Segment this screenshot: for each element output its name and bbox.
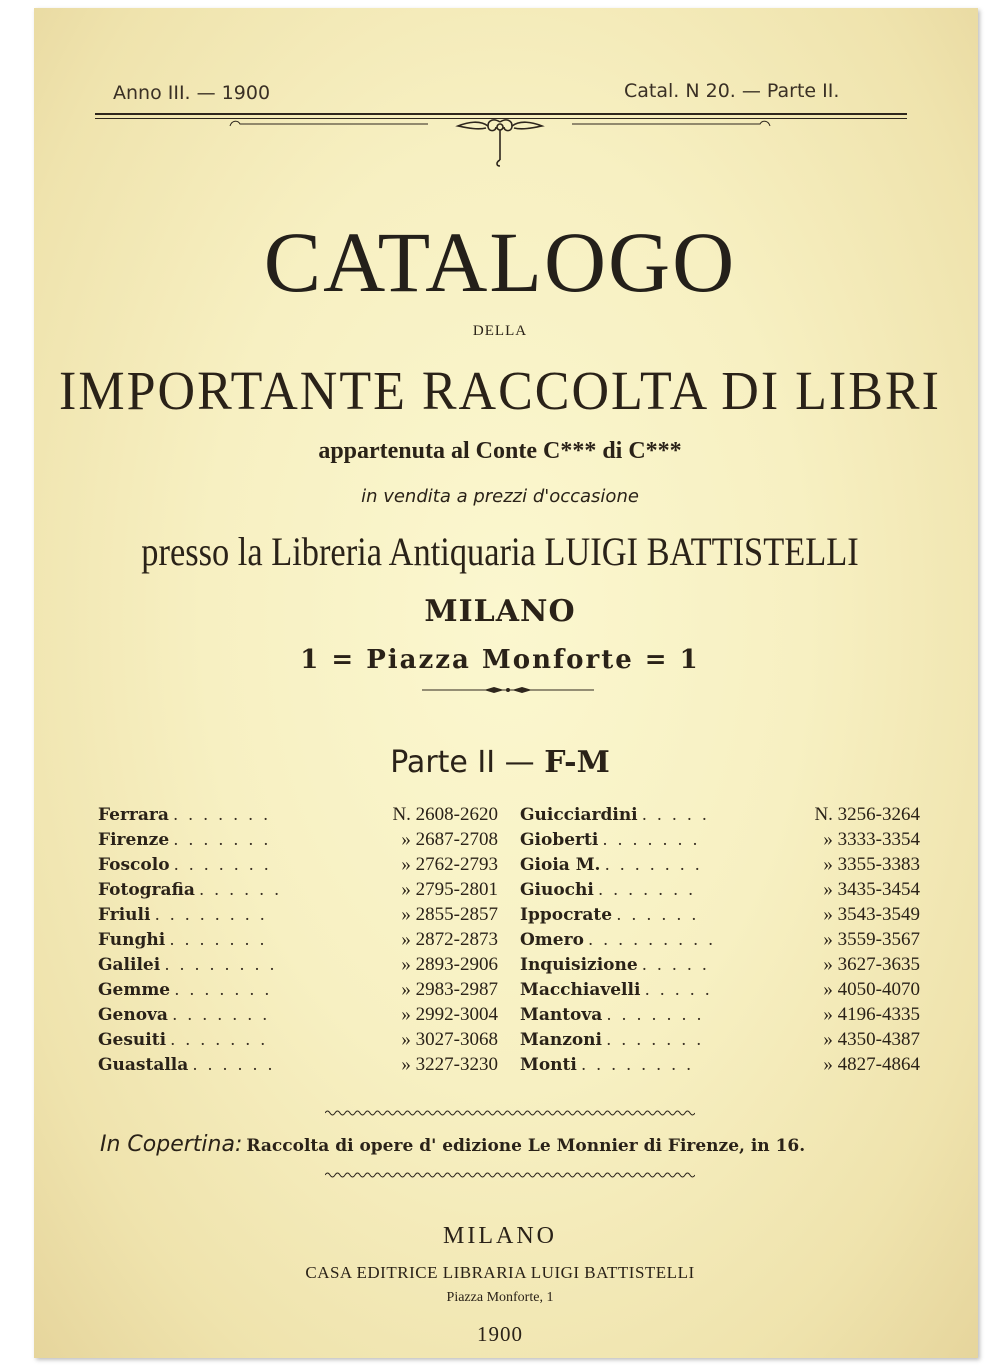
footer-address: Piazza Monforte, 1 <box>446 1290 554 1305</box>
index-entry-range: » 2992-3004 <box>401 1004 498 1025</box>
index-entry <box>520 877 920 902</box>
index-entry-dots: . . . . . . . <box>173 829 272 849</box>
index-entry-range: » 4827-4864 <box>823 1054 920 1075</box>
index-entry-name: Gioberti <box>520 830 599 850</box>
index-entry <box>520 1052 920 1077</box>
index-entry-dots: . . . . . . <box>199 879 282 899</box>
wavy-divider-top <box>325 1108 695 1118</box>
index-entry-dots: . . . . . . . . <box>164 954 278 974</box>
index-entry-name: Guicciardini <box>520 805 638 825</box>
divider-ornament <box>422 686 594 694</box>
index-entry-range: » 3227-3230 <box>401 1054 498 1075</box>
index-entry-dots: . . . . . . . <box>170 1029 269 1049</box>
index-entry-dots: . . . . . . . <box>606 1029 705 1049</box>
index-entry-range: » 4050-4070 <box>823 979 920 1000</box>
footer-year: 1900 <box>477 1322 523 1346</box>
index-entry-dots: . . . . . . . . <box>581 1054 694 1074</box>
index-entry <box>98 1052 498 1077</box>
header-year: Anno III. — 1900 <box>113 82 271 104</box>
index-entry-range: » 3627-3635 <box>823 954 920 975</box>
index-entry-name: Funghi <box>98 930 166 950</box>
index-entry-dots: . . . . . . . <box>169 929 268 949</box>
index-entry-range: » 2983-2987 <box>401 979 498 1000</box>
index-entry-name: Manzoni <box>520 1030 603 1050</box>
index-entry-name: Ferrara <box>98 805 169 825</box>
footer-publisher: CASA EDITRICE LIBRARIA LUIGI BATTISTELLI <box>305 1263 695 1282</box>
bookshop-line: presso la Libreria Antiquaria LUIGI BATTISTELLI <box>141 529 859 574</box>
index-entry <box>98 952 498 977</box>
index-entry <box>520 927 920 952</box>
index-entry-range: » 2687-2708 <box>401 829 498 850</box>
index-entry-range: » 2762-2793 <box>401 854 498 875</box>
index-entry-range: » 3543-3549 <box>823 904 920 925</box>
index-right-column <box>520 802 920 1077</box>
index-entry-name: Gioia M. <box>520 855 601 875</box>
index-entry-dots: . . . . . . . <box>174 854 272 874</box>
catalog-title: CATALOGO <box>263 214 737 310</box>
index-entry-name: Gemme <box>98 980 171 1000</box>
index-entry-range: » 2855-2857 <box>401 904 498 925</box>
header-flourish <box>228 118 772 130</box>
index-entry-dots: . . . . . . . <box>606 1004 705 1024</box>
index-entry-dots: . . . . . . <box>192 1054 276 1074</box>
index-entry-range: » 3355-3383 <box>823 854 920 875</box>
index-entry-name: Foscolo <box>98 855 170 875</box>
index-entry-name: Ippocrate <box>520 905 613 925</box>
index-entry-range: » 4196-4335 <box>823 1004 920 1025</box>
index-entry-name: Mantova <box>520 1005 603 1025</box>
index-entry-dots: . . . . . . . <box>174 979 273 999</box>
part-heading <box>0 745 1000 780</box>
collection-title: IMPORTANTE RACCOLTA DI LIBRI <box>59 361 941 422</box>
part-letters: F-M <box>544 745 610 780</box>
index-entry-range: N. 2608-2620 <box>392 804 498 825</box>
index-entry-range: » 2795-2801 <box>401 879 498 900</box>
header-rule <box>95 113 907 115</box>
index-entry <box>520 977 920 1002</box>
index-entry-name: Firenze <box>98 830 170 850</box>
index-entry-name: Genova <box>98 1005 168 1025</box>
cover-label: In Copertina: <box>100 1132 243 1157</box>
index-entry <box>98 977 498 1002</box>
index-entry-dots: . . . . . <box>642 804 710 824</box>
index-entry-dots: . . . . . . . <box>604 854 703 874</box>
index-entry <box>520 852 920 877</box>
wavy-divider-bottom <box>325 1170 695 1180</box>
footer-city: MILANO <box>443 1223 557 1249</box>
address-line: 1 = Piazza Monforte = 1 <box>300 645 700 675</box>
index-entry-name: Macchiavelli <box>520 980 641 1000</box>
index-entry-name: Guastalla <box>98 1055 189 1075</box>
index-entry-name: Monti <box>520 1055 577 1075</box>
index-entry <box>520 902 920 927</box>
index-entry-name: Galilei <box>98 955 161 975</box>
index-entry-name: Giuochi <box>520 880 594 900</box>
header-catalog-number: Catal. N 20. — Parte II. <box>624 80 840 102</box>
index-entry-dots: . . . . . . . . <box>154 904 268 924</box>
index-entry-range: N. 3256-3264 <box>814 804 920 825</box>
index-entry-name: Fotografia <box>98 880 195 900</box>
index-entry-dots: . . . . . . . . . <box>588 929 716 949</box>
index-entry <box>520 952 920 977</box>
cover-note <box>100 1132 930 1157</box>
index-entry-name: Omero <box>520 930 584 950</box>
index-entry <box>98 1027 498 1052</box>
index-entry-name: Inquisizione <box>520 955 638 975</box>
index-entry <box>98 1002 498 1027</box>
index-entry <box>98 902 498 927</box>
index-entry-dots: . . . . . . . <box>602 829 701 849</box>
index-entry-range: » 3559-3567 <box>823 929 920 950</box>
index-entry-range: » 3435-3454 <box>823 879 920 900</box>
index-entry <box>98 852 498 877</box>
title-della: DELLA <box>472 323 528 339</box>
index-entry <box>98 802 498 827</box>
index-entry <box>98 927 498 952</box>
index-entry-range: » 2893-2906 <box>401 954 498 975</box>
index-entry-dots: . . . . . . . <box>172 1004 270 1024</box>
index-entry-range: » 2872-2873 <box>401 929 498 950</box>
index-entry-range: » 4350-4387 <box>823 1029 920 1050</box>
index-entry <box>98 827 498 852</box>
index-entry-dots: . . . . . . <box>616 904 700 924</box>
index-entry <box>520 802 920 827</box>
index-entry <box>520 1002 920 1027</box>
index-entry <box>98 877 498 902</box>
ownership-line: appartenuta al Conte C*** di C*** <box>318 438 682 464</box>
index-entry-name: Gesuiti <box>98 1030 167 1050</box>
index-entry <box>520 1027 920 1052</box>
index-entry-name: Friuli <box>98 905 151 925</box>
city-title: MILANO <box>424 594 576 629</box>
cover-text: Raccolta di opere d' edizione Le Monnier di Firenze, in 16. <box>246 1136 806 1156</box>
index-entry-dots: . . . . . <box>642 954 710 974</box>
index-entry-range: » 3333-3354 <box>823 829 920 850</box>
sale-line: in vendita a prezzi d'occasione <box>361 486 639 507</box>
index-entry-dots: . . . . . <box>644 979 713 999</box>
index-entry-dots: . . . . . . . <box>598 879 696 899</box>
index-entry-dots: . . . . . . . <box>173 804 271 824</box>
index-entry <box>520 827 920 852</box>
index-left-column <box>98 802 498 1077</box>
part-prefix: Parte II — <box>390 745 535 780</box>
index-entry-range: » 3027-3068 <box>401 1029 498 1050</box>
